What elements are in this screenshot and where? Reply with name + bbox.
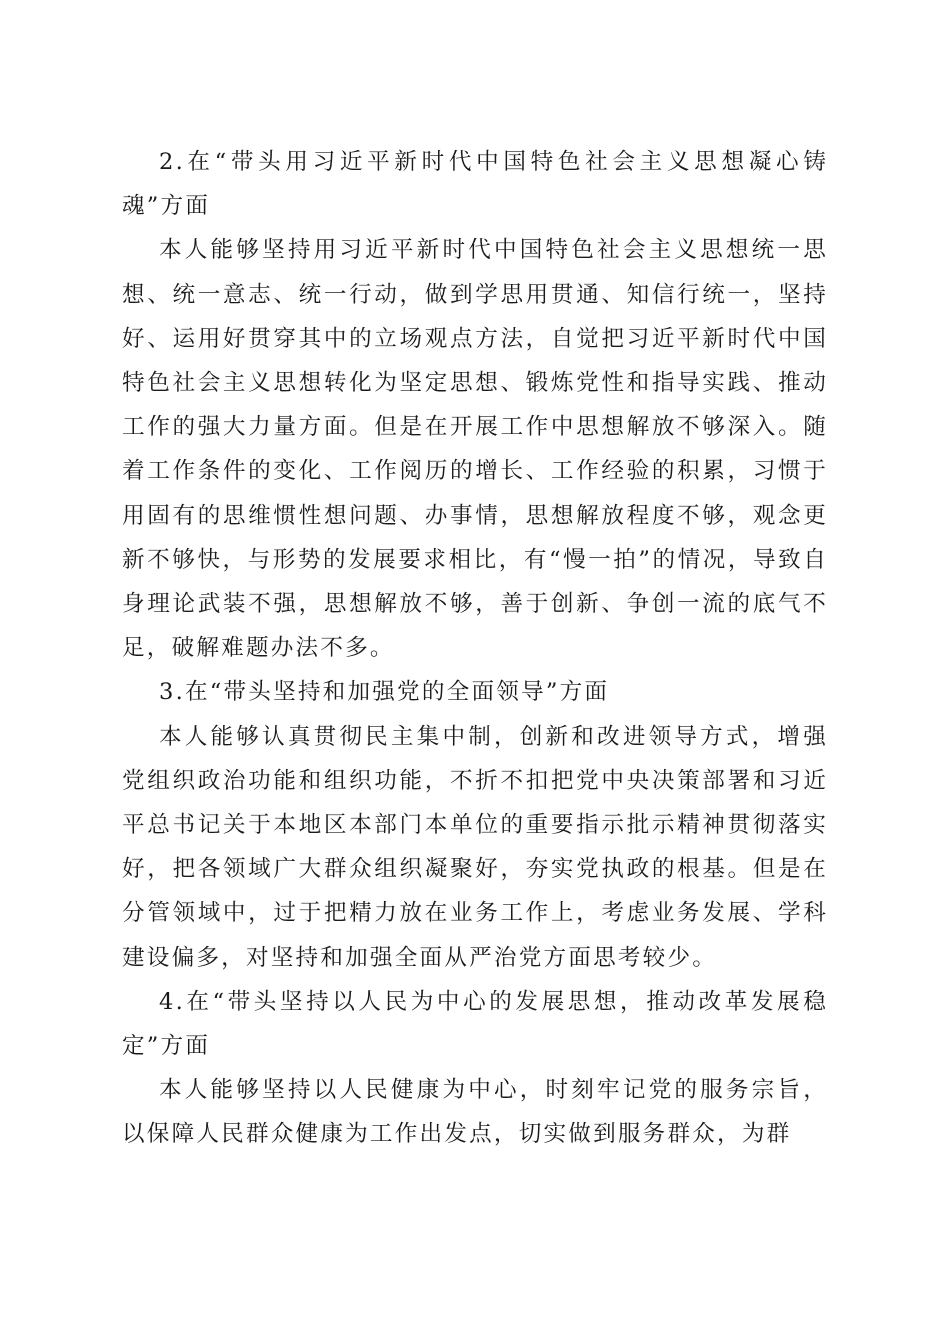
section-heading-4: 4.在“带头坚持以人民为中心的发展思想，推动改革发展稳定”方面 bbox=[122, 988, 828, 1060]
section-body-4: 本人能够坚持以人民健康为中心，时刻牢记党的服务宗旨，以保障人民群众健康为工作出发点，切实做到服务群众，为群 bbox=[122, 1077, 828, 1148]
section-body-3: 本人能够认真贯彻民主集中制，创新和改进领导方式，增强党组织政治功能和组织功能，不折不扣把党中央决策部署和习近平总书记关于本地区本部门本单位的重要指示批示精神贯彻落实好，把各领域广大群众组织凝聚好，夯实党执政的根基。但是在分管领域中，过于把精力放在业务工作上，考虑业务发展、学科建设偏多，对坚持和加强全面从严治党方面思考较少。 bbox=[122, 723, 828, 971]
section-body-2: 本人能够坚持用习近平新时代中国特色社会主义思想统一思想、统一意志、统一行动，做到学思用贯通、知信行统一，坚持好、运用好贯穿其中的立场观点方法，自觉把习近平新时代中国特色社会主义思想转化为坚定思想、锻炼党性和指导实践、推动工作的强大力量方面。但是在开展工作中思想解放不够深入。随着工作条件的变化、工作阅历的增长、工作经验的积累，习惯于用固有的思维惯性想问题、办事情，思想解放程度不够，观念更新不够快，与形势的发展要求相比，有“慢一拍”的情况，导致自身理论武装不强，思想解放不够，善于创新、争创一流的底气不足，破解难题办法不多。 bbox=[122, 237, 828, 662]
document-body bbox=[122, 140, 828, 1157]
section-heading-2: 2.在“带头用习近平新时代中国特色社会主义思想凝心铸魂”方面 bbox=[122, 149, 828, 220]
section-heading-3: 3.在“带头坚持和加强党的全面领导”方面 bbox=[159, 679, 610, 706]
